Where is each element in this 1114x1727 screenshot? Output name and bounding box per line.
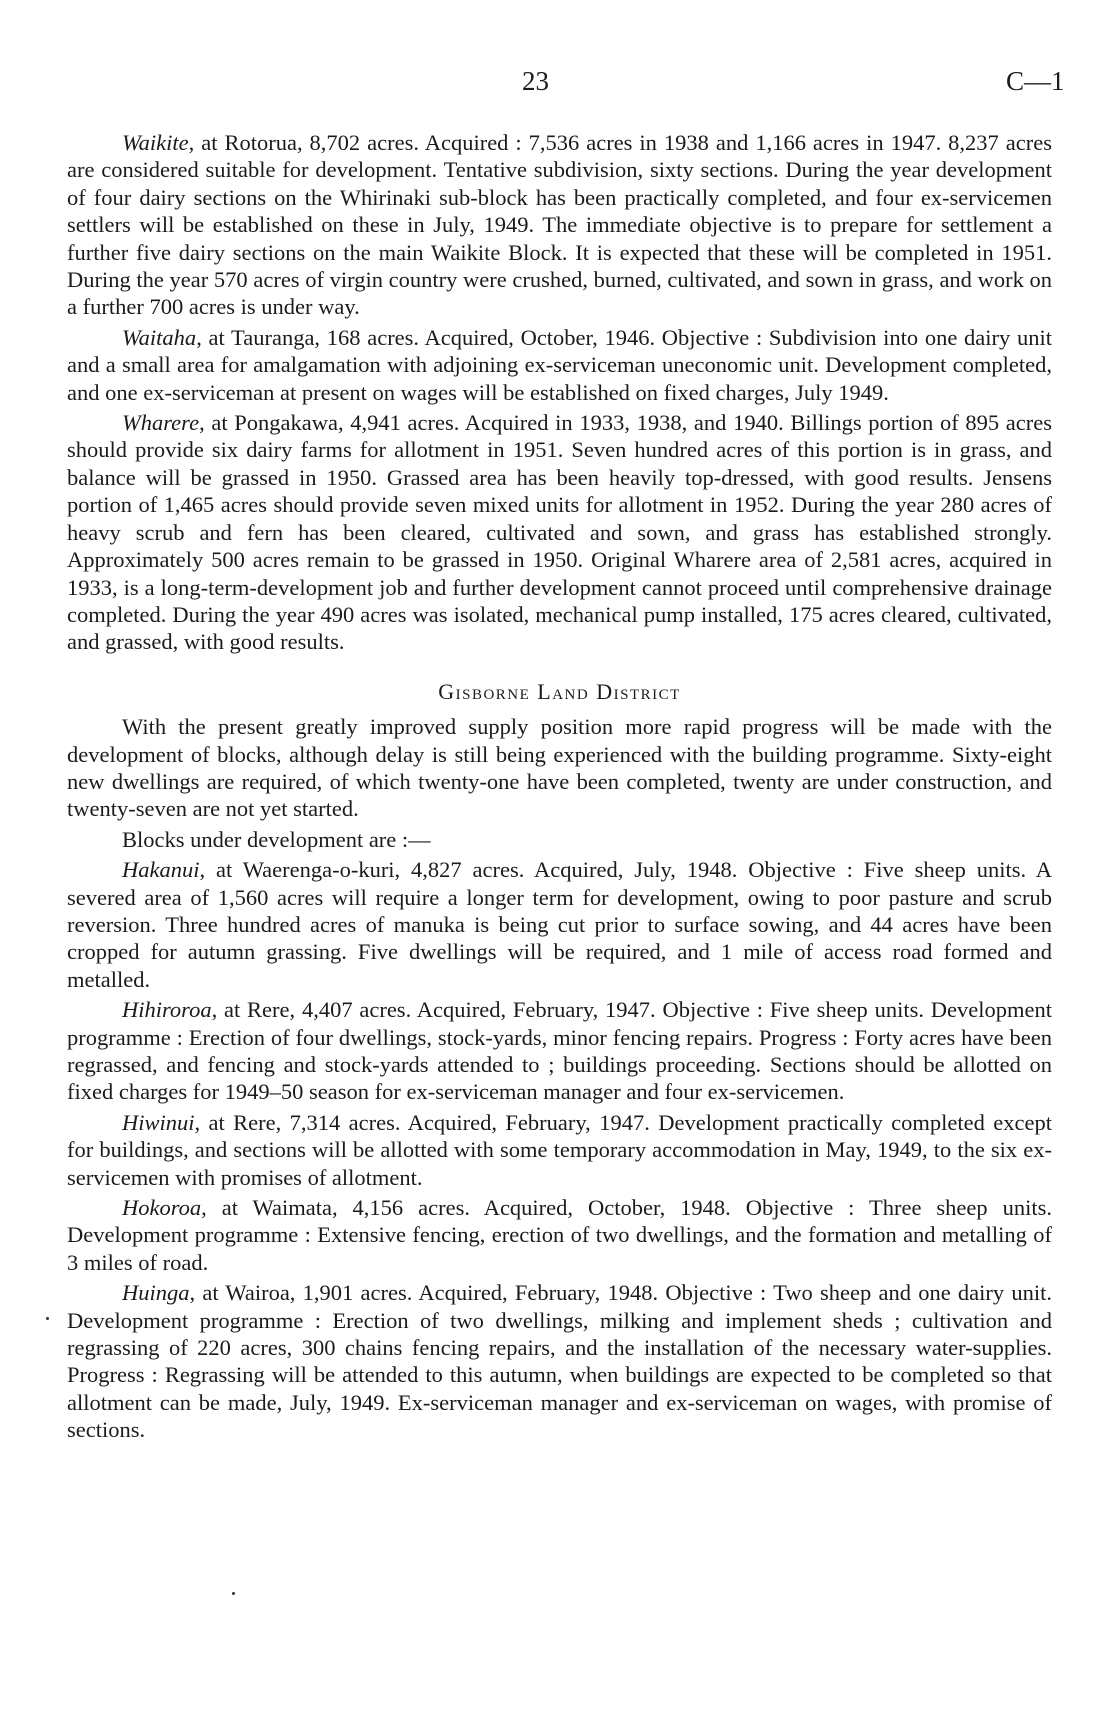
paragraph-wharere [67, 409, 1052, 656]
paragraph-text: , at Rotorua, 8,702 acres. Acquired : 7,536 acres in 1938 and 1,166 acres in 1947. 8,237 acres are considered suitable for development. Tentative subdivision, sixty sections. During the year development of four dairy sections on the Whirinaki sub-block has been practically completed, and four ex-servicemen settlers will be established on these in July, 1949. The immediate objective is to prepare for settlement a further five dairy sections on the main Waikite Block. It is expected that these will be completed in 1951. During the year 570 acres of virgin country were crushed, burned, cultivated, and sown in grass, and work on a further 700 acres is under way. [67, 130, 1052, 320]
paragraph-text: , at Waerenga-o-kuri, 4,827 acres. Acquired, July, 1948. Objective : Five sheep units. A severed area of 1,560 acres will require a longer term for development, owing to poor pasture and scrub reversion. Three hundred acres of manuka is being cut prior to surface sowing, and 44 acres have been cropped for autumn grassing. Five dwellings will be required, and 1 mile of access road formed and metalled. [67, 857, 1052, 992]
body-text [67, 129, 1052, 1447]
paragraph-intro: With the present greatly improved supply position more rapid progress will be made with the development of blocks, although delay is still being experienced with the building programme. Sixty-eight new dwellings are required, of which twenty-one have been completed, twenty are under construction, and twenty-seven are not yet started. [67, 714, 1052, 822]
paragraph-text: , at Rere, 4,407 acres. Acquired, February, 1947. Objective : Five sheep units. Development programme : Erection of four dwellings, stock-yards, minor fencing repairs. Progress : Forty acres have been regrassed, and fencing and stock-yards attended to ; buildings proceeding. Sections should be allotted on fixed charges for 1949–50 season for ex-serviceman manager and four ex-servicemen. [67, 997, 1052, 1105]
paragraph-hihiroroa [67, 996, 1052, 1106]
paragraph-text: , at Wairoa, 1,901 acres. Acquired, February, 1948. Objective : Two sheep and one dairy unit. Development programme : Erection of two dwellings, milking and implement sheds ; cultivation and regrassing of 220 acres, 300 chains fencing repairs, and the installation of the necessary water-supplies. Progress : Regrassing will be attended to this autumn, when buildings are expected to be completed so that allotment can be made, July, 1949. Ex-serviceman manager and ex-serviceman on wages, with promise of sections. [67, 1280, 1052, 1443]
place-name: Waikite [122, 130, 189, 155]
section-heading: Gisborne Land District [438, 678, 681, 704]
scan-speck [232, 1592, 235, 1595]
paragraph-waikite [67, 129, 1052, 321]
paragraph-waitaha [67, 324, 1052, 406]
document-code: C—1 [1006, 66, 1065, 96]
place-name: Waitaha [122, 324, 197, 350]
paragraph-text: , at Waimata, 4,156 acres. Acquired, October, 1948. Objective : Three sheep units. Development programme : Extensive fencing, erection of two dwellings, and the formation and metalling of 3 miles of road. [67, 1195, 1052, 1275]
place-name: Hihiroroa [122, 997, 212, 1023]
paragraph-text: , at Pongakawa, 4,941 acres. Acquired in 1933, 1938, and 1940. Billings portion of 895 acres should provide six dairy farms for allotment in 1951. Seven hundred acres of this portion is in grass, and balance will be grassed in 1950. Grassed area has been heavily top-dressed, with good results. Jensens portion of 1,465 acres should provide seven mixed units for allotment in 1952. During the year 280 acres of heavy scrub and fern has been cleared, cultivated and sown, and grass has established strongly. Approximately 500 acres remain to be grassed in 1950. Original Wharere area of 2,581 acres, acquired in 1933, is a long-term-development job and further development cannot proceed until comprehensive drainage completed. During the year 490 acres was isolated, mechanical pump installed, 175 acres cleared, cultivated, and grassed, with good results. [67, 410, 1052, 655]
scan-speck [46, 1317, 49, 1320]
paragraph-huinga [67, 1279, 1052, 1443]
paragraph-text: , at Tauranga, 168 acres. Acquired, October, 1946. Objective : Subdivision into one dairy unit and a small area for amalgamation with adjoining ex-serviceman uneconomic unit. Development completed, and one ex-serviceman at present on wages will be established on fixed charges, July 1949. [67, 324, 1052, 405]
place-name: Hakanui [122, 857, 200, 883]
place-name: Hiwinui [122, 1109, 195, 1135]
page-number: 23 [522, 66, 549, 96]
place-name: Wharere [122, 410, 200, 436]
paragraph-hokoroa [67, 1194, 1052, 1276]
paragraph-text: , at Rere, 7,314 acres. Acquired, February, 1947. Development practically completed except for buildings, and sections will be allotted with some temporary accommodation in May, 1949, to the six ex-servicemen with promises of allotment. [67, 1109, 1052, 1190]
paragraph-hiwinui [67, 1109, 1052, 1191]
paragraph-blocks-list: Blocks under development are :— [122, 826, 431, 852]
place-name: Hokoroa [122, 1195, 202, 1221]
place-name: Huinga [122, 1280, 190, 1306]
page-header [0, 66, 1114, 106]
paragraph-hakanui [67, 856, 1052, 993]
